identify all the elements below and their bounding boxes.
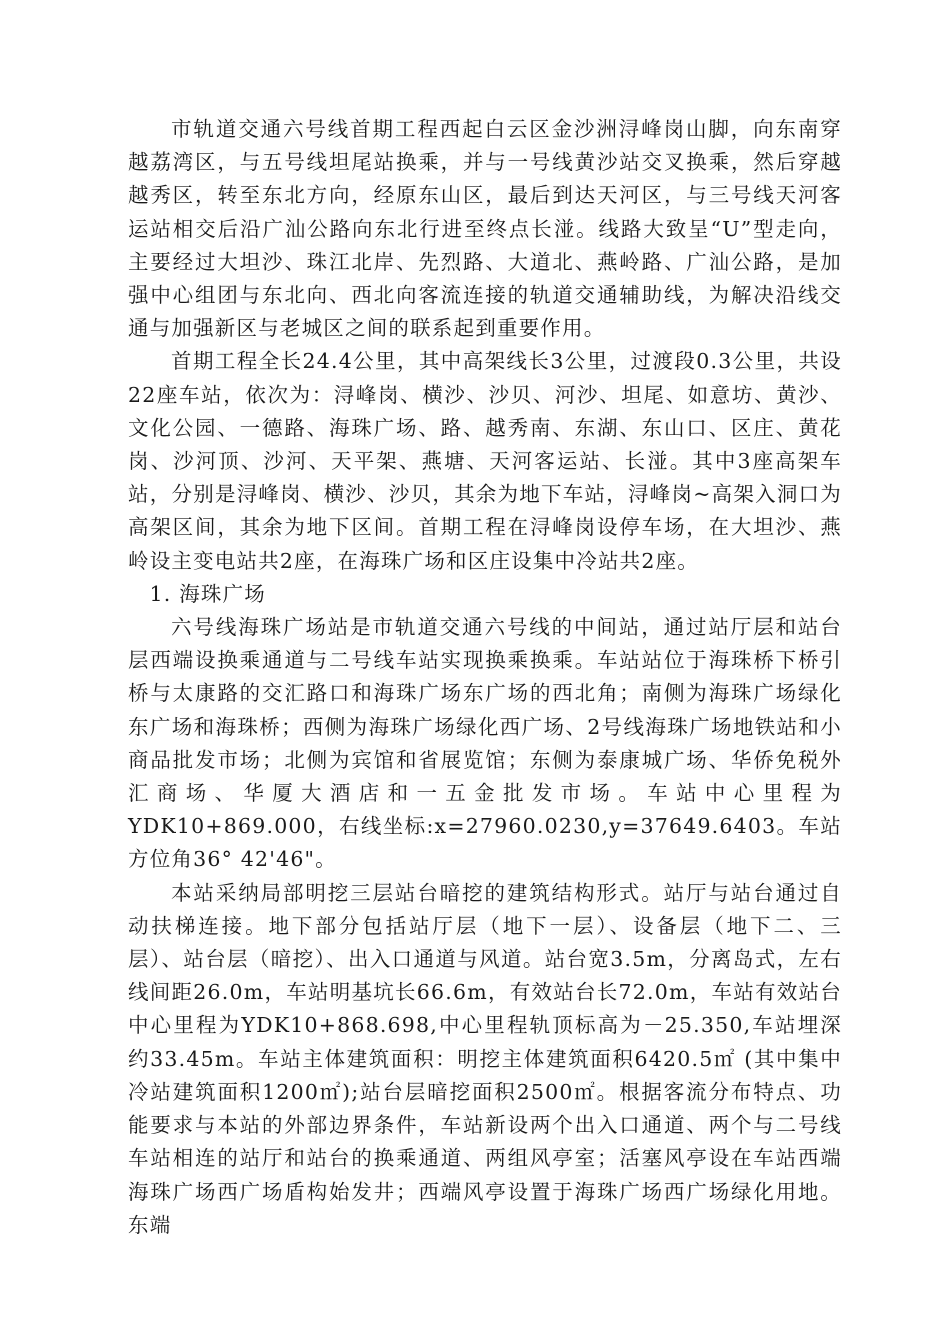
paragraph-first-phase: 首期工程全长24.4公里，其中高架线长3公里，过渡段0.3公里，共设22座车站，依次为：浔峰岗、横沙、沙贝、河沙、坦尾、如意坊、黄沙、文化公园、一德路、海珠广场、路、越秀南、东湖、东山口、区庄、黄花岗、沙河顶、沙河、天平架、燕塘、天河客运站、长湴。其中3座高架车站，分别是浔峰岗、横沙、沙贝，其余为地下车站，浔峰岗~高架入洞口为高架区间，其余为地下区间。首期工程在浔峰岗设停车场，在大坦沙、燕岭设主变电站共2座，在海珠广场和区庄设集中冷站共2座。 — [128, 349, 842, 573]
paragraph-line-overview: 市轨道交通六号线首期工程西起白云区金沙洲浔峰岗山脚，向东南穿越荔湾区，与五号线坦尾站换乘，并与一号线黄沙站交叉换乘，然后穿越越秀区，转至东北方向，经原东山区，最后到达天河区，与三号线天河客运站相交后沿广汕公路向东北行进至终点长湴。线路大致呈“U”型走向，主要经过大坦沙、珠江北岸、先烈路、大道北、燕岭路、广汕公路，是加强中心组团与东北向、西北向客流连接的轨道交通辅助线，为解决沿线交通与加强新区与老城区之间的联系起到重要作用。 — [128, 117, 842, 341]
section-heading: 1. 海珠广场 — [149, 581, 266, 606]
paragraph-station-location: 六号线海珠广场站是市轨道交通六号线的中间站，通过站厅层和站台层西端设换乘通道与二号线车站实现换乘换乘。车站站位于海珠桥下桥引桥与太康路的交汇路口和海珠广场东广场的西北角；南侧为海珠广场绿化东广场和海珠桥；西侧为海珠广场绿化西广场、2号线海珠广场地铁站和小商品批发市场；北侧为宾馆和省展览馆；东侧为泰康城广场、华侨免税外汇商场、华厦大酒店和一五金批发市场。车站中心里程为YDK10+869.000，右线坐标:x=27960.0230,y=37649.6403。车站方位角36° 42'46"。 — [128, 615, 842, 872]
document-body — [128, 113, 842, 1242]
paragraph-station-structure: 本站采纳局部明挖三层站台暗挖的建筑结构形式。站厅与站台通过自动扶梯连接。地下部分包括站厅层（地下一层）、设备层（地下二、三层）、站台层（暗挖）、出入口通道与风道。站台宽3.5m，分离岛式，左右线间距26.0m，车站明基坑长66.6m，有效站台长72.0m，车站有效站台中心里程为YDK10+868.698,中心里程轨顶标高为－25.350,车站埋深约33.45m。车站主体建筑面积：明挖主体建筑面积6420.5㎡ (其中集中冷站建筑面积1200㎡);站台层暗挖面积2500㎡。根据客流分布特点、功能要求与本站的外部边界条件，车站新设两个出入口通道、两个与二号线车站相连的站厅和站台的换乘通道、两组风亭室；活塞风亭设在车站西端海珠广场西广场盾构始发井；西端风亭设置于海珠广场西广场绿化用地。东端 — [128, 880, 842, 1237]
